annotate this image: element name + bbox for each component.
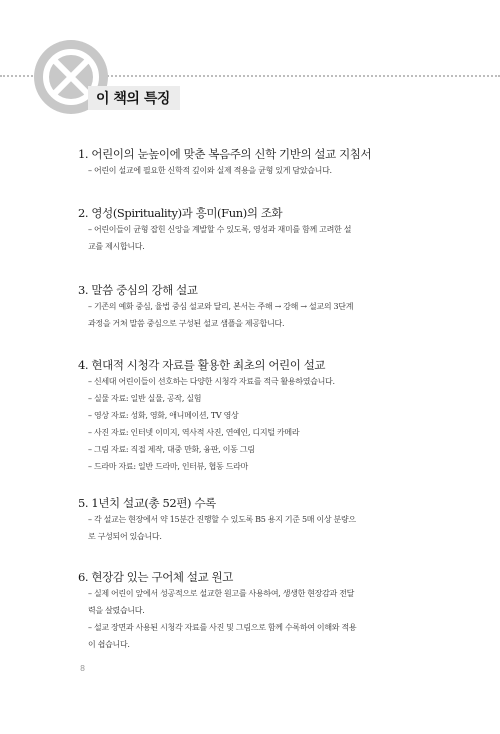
feature-section-2 (78, 205, 430, 255)
page-number: 8 (80, 664, 86, 673)
feature-item-line: – 영상 자료: 성화, 영화, 애니메이션, TV 영상 (88, 411, 239, 420)
feature-item-line: – 실제 어린이 앞에서 성공적으로 설교한 원고를 사용하여, 생생한 현장감과 전달 (88, 589, 355, 598)
feature-item (78, 390, 430, 407)
feature-item-line: 교를 제시합니다. (88, 242, 145, 251)
feature-item-line: – 어린이 설교에 필요한 신학적 깊이와 실제 적용을 균형 있게 담았습니다. (88, 166, 332, 175)
feature-item-line: 로 구성되어 있습니다. (88, 532, 162, 541)
feature-item-line: 과정을 거쳐 말씀 중심으로 구성된 설교 샘플을 제공합니다. (88, 319, 285, 328)
feature-heading: 2. 영성(Spirituality)과 흥미(Fun)의 조화 (78, 206, 283, 220)
feature-heading: 5. 1년치 설교(총 52편) 수록 (78, 496, 216, 510)
feature-heading: 4. 현대적 시청각 자료를 활용한 최초의 어린이 설교 (78, 358, 326, 372)
feature-heading: 1. 어린이의 눈높이에 맞춘 복음주의 신학 기반의 설교 지침서 (78, 147, 372, 161)
feature-item-line: – 실물 자료: 일반 실물, 공작, 실험 (88, 394, 202, 403)
feature-item (78, 162, 430, 179)
feature-item (78, 458, 430, 475)
feature-heading: 6. 현장감 있는 구어체 설교 원고 (78, 570, 233, 584)
feature-section-3 (78, 282, 430, 332)
feature-item (78, 407, 430, 424)
feature-item-line: – 드라마 자료: 일반 드라마, 인터뷰, 협동 드라마 (88, 462, 248, 471)
feature-item (78, 441, 430, 458)
feature-item (78, 619, 430, 653)
feature-section-4 (78, 357, 430, 475)
feature-item (78, 221, 430, 255)
feature-item (78, 373, 430, 390)
feature-item (78, 424, 430, 441)
page-title: 이 책의 특징 (96, 91, 170, 107)
feature-item-line: – 그림 자료: 직접 제작, 대중 만화, 융판, 이동 그림 (88, 445, 255, 454)
feature-item (78, 298, 430, 332)
feature-item-line: – 각 설교는 현장에서 약 15분간 진행할 수 있도록 B5 용지 기준 5매 이상 분량으 (88, 515, 356, 524)
feature-heading: 3. 말씀 중심의 강해 설교 (78, 283, 198, 297)
feature-section-5 (78, 495, 430, 545)
feature-section-6 (78, 569, 430, 653)
feature-item (78, 585, 430, 619)
feature-item-line: 이 쉽습니다. (88, 640, 130, 649)
feature-item-line: – 설교 장면과 사용된 시청각 자료를 사진 및 그림으로 함께 수록하여 이해와 적용 (88, 623, 357, 632)
feature-item-line: – 신세대 어린이들이 선호하는 다양한 시청각 자료를 적극 활용하였습니다. (88, 377, 335, 386)
feature-item-line: – 사진 자료: 인터넷 이미지, 역사적 사진, 연예인, 디지털 카메라 (88, 428, 300, 437)
feature-item-line: – 기존의 예화 중심, 율법 중심 설교와 달리, 본서는 주해 → 강해 → 설교의 3단계 (88, 302, 354, 311)
feature-section-1 (78, 146, 430, 179)
feature-item-line: 력을 살렸습니다. (88, 606, 145, 615)
feature-item-line: – 어린이들이 균형 잡힌 신앙을 계발할 수 있도록, 영성과 재미를 함께 고려한 설 (88, 225, 352, 234)
feature-item (78, 511, 430, 545)
